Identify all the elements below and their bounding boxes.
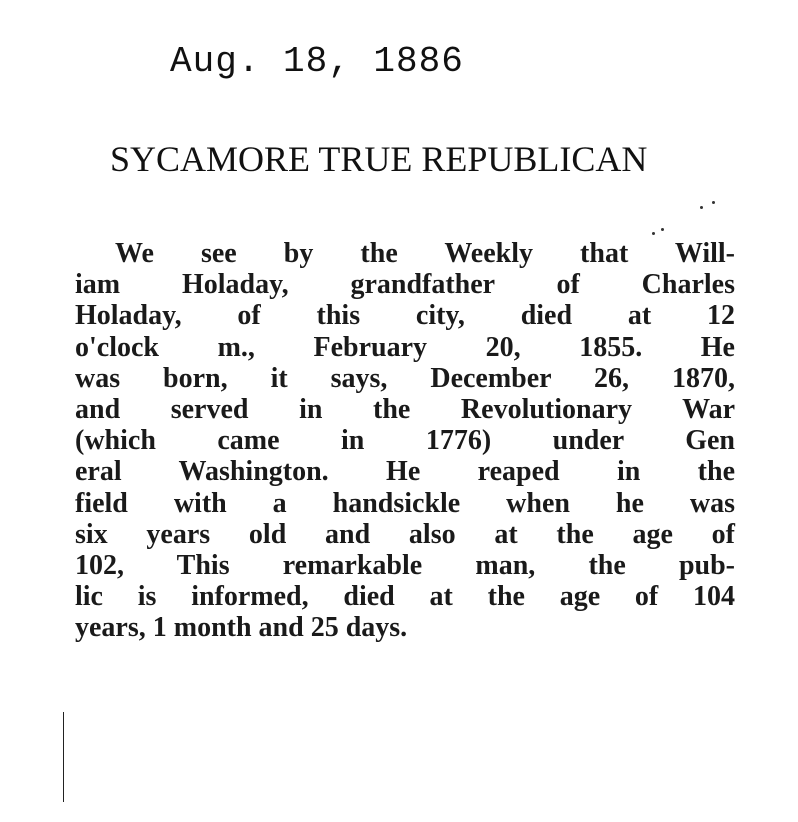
article-line: 102, This remarkable man, the pub- <box>75 550 735 582</box>
article-line: years, 1 month and 25 days. <box>75 612 408 644</box>
article-body <box>75 238 735 644</box>
article-line: and served in the Revolutionary War <box>75 394 735 426</box>
article-line: (which came in 1776) under Gen <box>75 425 735 457</box>
article-line: We see by the Weekly that Will- <box>115 238 735 269</box>
article-line: six years old and also at the age of <box>75 518 735 550</box>
print-speck <box>652 232 655 235</box>
article-line: Holaday, of this city, died at 12 <box>75 300 735 332</box>
print-speck <box>700 206 703 209</box>
margin-rule <box>63 712 64 802</box>
print-speck <box>712 201 715 204</box>
article-line: field with a handsickle when he was <box>75 487 735 519</box>
clipping-date: Aug. 18, 1886 <box>170 41 464 82</box>
print-speck <box>661 228 664 231</box>
article-line: eral Washington. He reaped in the <box>75 456 735 488</box>
article-line: was born, it says, December 26, 1870, <box>75 362 735 394</box>
newspaper-title: SYCAMORE TRUE REPUBLICAN <box>110 139 648 179</box>
article-line: iam Holaday, grandfather of Charles <box>75 269 735 301</box>
article-line: lic is informed, died at the age of 104 <box>75 581 735 613</box>
article-line: o'clock m., February 20, 1855. He <box>75 331 735 363</box>
